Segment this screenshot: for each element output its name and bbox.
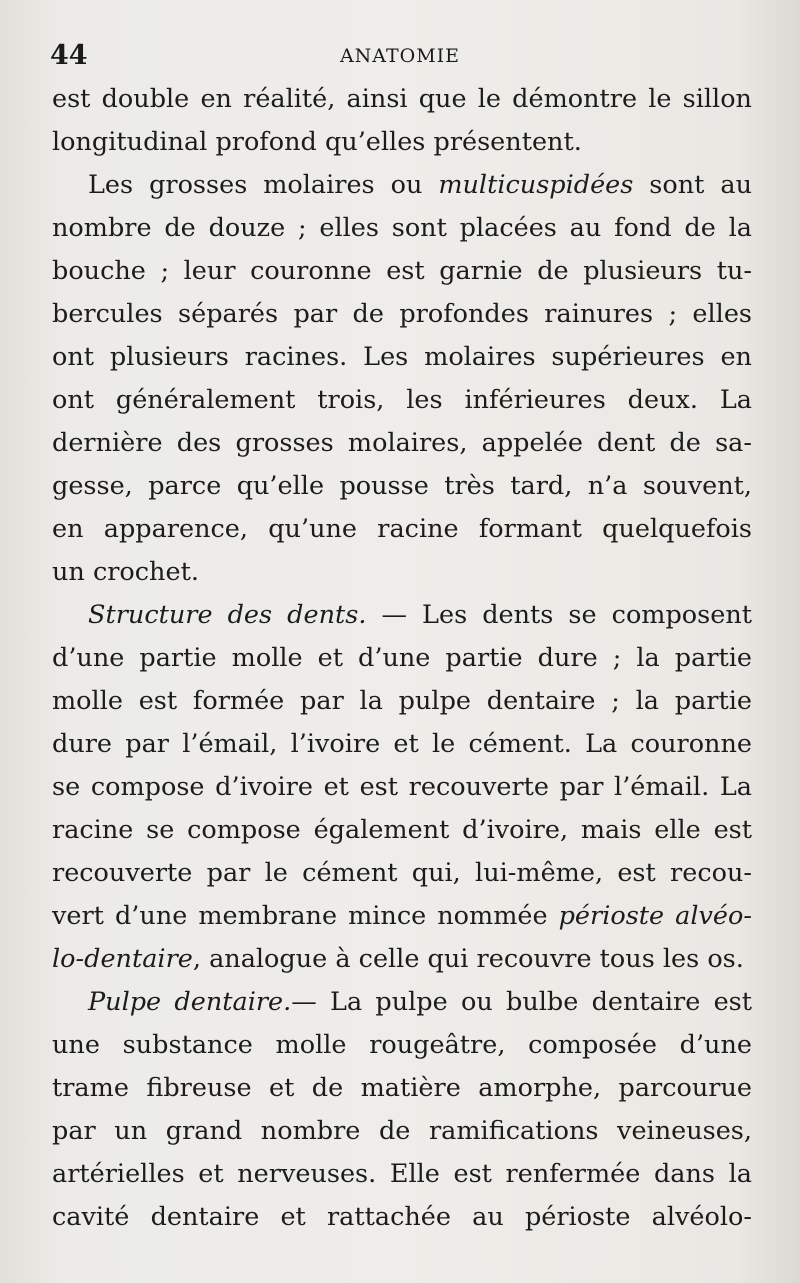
text-line	[52, 1024, 752, 1067]
text-run: en apparence, qu’une racine formant quelquefois	[52, 514, 752, 544]
text-line	[52, 895, 752, 938]
text-run: un crochet.	[52, 557, 199, 587]
text-run: dure par l’émail, l’ivoire et le cément. La couronne	[52, 729, 752, 759]
italic-text: Pulpe dentaire.	[88, 987, 292, 1017]
text-run: cavité dentaire et rattachée au périoste alvéolo-	[52, 1202, 752, 1232]
text-line	[52, 809, 752, 852]
text-line	[52, 508, 752, 551]
text-run: nombre de douze ; elles sont placées au fond de la	[52, 213, 752, 243]
text-line	[52, 680, 752, 723]
text-run: ont généralement trois, les inférieures deux. La	[52, 385, 752, 415]
text-run: , analogue à celle qui recouvre tous les os.	[192, 944, 744, 974]
text-line	[52, 766, 752, 809]
italic-text: lo-dentaire	[52, 944, 193, 974]
text-run: se compose d’ivoire et est recouverte par l’émail. La	[52, 772, 752, 802]
text-line	[52, 594, 752, 637]
text-run: longitudinal profond qu’elles présentent.	[52, 127, 582, 157]
text-run: Les grosses molaires ou	[88, 170, 439, 200]
text-run: artérielles et nerveuses. Elle est renfermée dans la	[52, 1159, 752, 1189]
text-line	[52, 207, 752, 250]
text-line	[52, 981, 752, 1024]
text-run: sont au	[633, 170, 752, 200]
text-line	[52, 336, 752, 379]
text-line	[52, 422, 752, 465]
text-run: par un grand nombre de ramifications veineuses,	[52, 1116, 752, 1146]
text-run: — Les dents se composent	[366, 600, 752, 630]
italic-text: multicuspidées	[438, 170, 634, 200]
text-line	[52, 637, 752, 680]
italic-text: Structure des dents.	[88, 600, 367, 630]
text-run: une substance molle rougeâtre, composée d’une	[52, 1030, 752, 1060]
text-run: bouche ; leur couronne est garnie de plusieurs tu-	[52, 256, 752, 286]
text-run: est double en réalité, ainsi que le démontre le sillon	[52, 84, 752, 114]
text-line	[52, 1067, 752, 1110]
text-run: dernière des grosses molaires, appelée dent de sa-	[52, 428, 752, 458]
running-head: ANATOMIE	[339, 45, 461, 67]
text-line	[52, 379, 752, 422]
text-line	[52, 938, 752, 981]
page-number: 44	[50, 40, 88, 71]
text-run: racine se compose également d’ivoire, mais elle est	[52, 815, 752, 845]
text-line	[52, 121, 752, 164]
text-run: gesse, parce qu’elle pousse très tard, n’a souvent,	[52, 471, 752, 501]
text-run: molle est formée par la pulpe dentaire ; la partie	[52, 686, 752, 716]
text-run: trame fibreuse et de matière amorphe, parcourue	[52, 1073, 752, 1103]
text-line	[52, 78, 752, 121]
text-run: ont plusieurs racines. Les molaires supérieures en	[52, 342, 752, 372]
text-run: — La pulpe ou bulbe dentaire est	[291, 987, 753, 1017]
page-header	[50, 40, 750, 74]
text-run: recouverte par le cément qui, lui-même, est recou-	[52, 858, 752, 888]
body-text	[52, 78, 752, 1239]
text-line	[52, 250, 752, 293]
text-line	[52, 723, 752, 766]
text-line	[52, 465, 752, 508]
text-line	[52, 551, 752, 594]
text-line	[52, 293, 752, 336]
italic-text: périoste alvéo-	[558, 901, 752, 931]
text-line	[52, 164, 752, 207]
text-line	[52, 1110, 752, 1153]
text-line	[52, 1153, 752, 1196]
text-run: bercules séparés par de profondes rainures ; elles	[52, 299, 752, 329]
text-run: d’une partie molle et d’une partie dure ; la partie	[52, 643, 752, 673]
text-run: vert d’une membrane mince nommée	[52, 901, 559, 931]
text-line	[52, 852, 752, 895]
text-line	[52, 1196, 752, 1239]
